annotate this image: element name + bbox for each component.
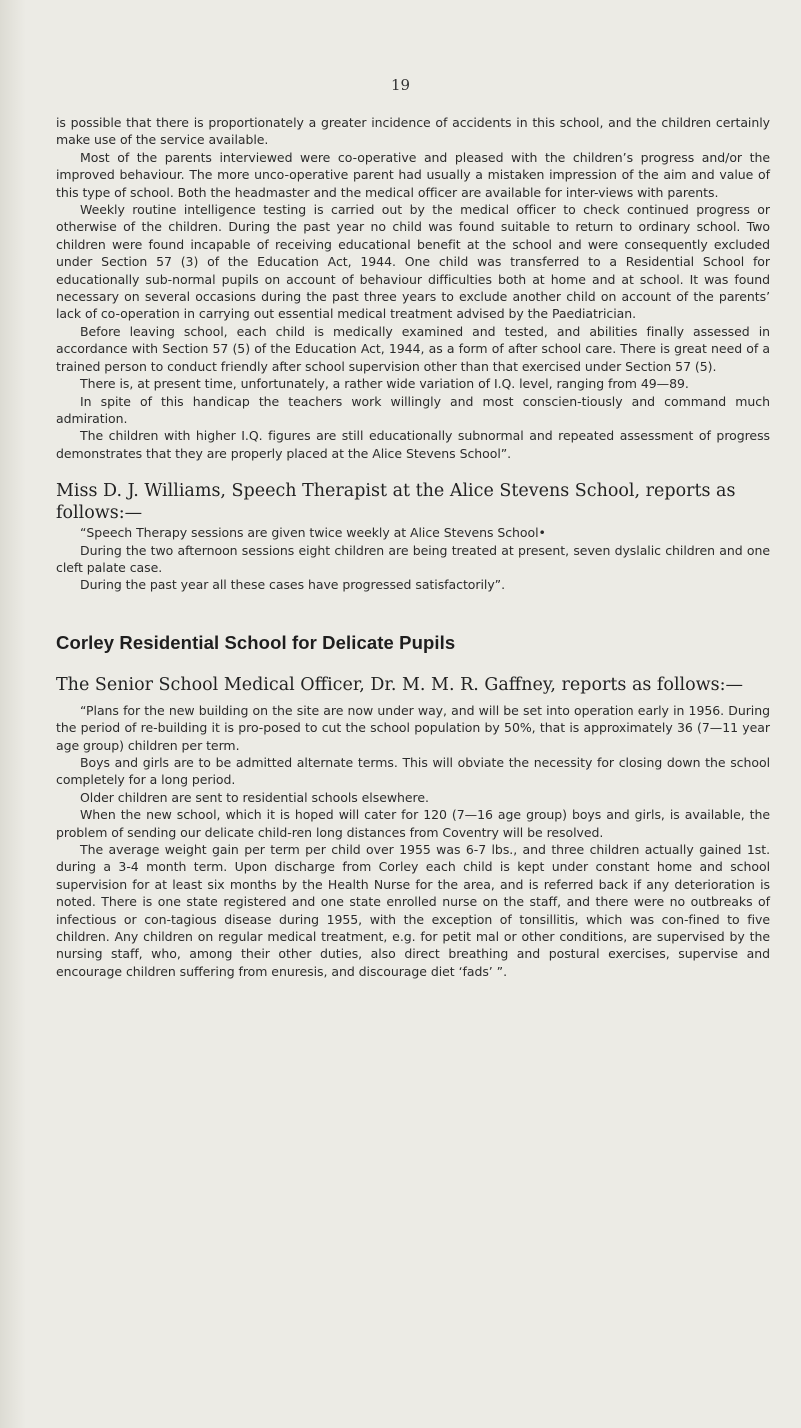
section-title: Corley Residential School for Delicate Pupils	[56, 631, 456, 653]
page-number: 19	[390, 76, 411, 94]
body-paragraph: During the past year all these cases have progressed satisfactorily”.	[80, 577, 506, 593]
medical-officer-heading: The Senior School Medical Officer, Dr. M. M. R. Gaffney, reports as follows:—	[56, 674, 744, 695]
body-paragraph: In spite of this handicap the teachers work willingly and most conscien-tiously and command much admiration.	[56, 393, 770, 426]
body-paragraph: During the two afternoon sessions eight children are being treated at present, seven dyslalic children and one cleft palate case.	[56, 542, 770, 575]
body-paragraph: The children with higher I.Q. figures are still educationally subnormal and repeated assessment of progress demonstrates that they are properly placed at the Alice Stevens School”.	[56, 428, 770, 461]
speech-therapist-heading: Miss D. J. Williams, Speech Therapist at the Alice Stevens School, reports as follows:—	[56, 481, 736, 524]
body-paragraph: “Speech Therapy sessions are given twice weekly at Alice Stevens School•	[80, 525, 546, 541]
body-paragraph: “Plans for the new building on the site are now under way, and will be set into operation early in 1956. During the period of re-building it is pro-posed to cut the school population by 50%, that is approximately 36 (7—11 year age group) children per term.	[56, 702, 770, 753]
body-paragraph: There is, at present time, unfortunately, a rather wide variation of I.Q. level, ranging from 49—89.	[80, 376, 689, 392]
page-body	[56, 114, 770, 980]
body-paragraph: Most of the parents interviewed were co-operative and pleased with the children’s progress and/or the improved behaviour. The more unco-operative parent had usually a mistaken impression of the aim and value of this type of school. Both the headmaster and the medical officer are available for inter-views with parents.	[56, 149, 770, 200]
body-paragraph: Boys and girls are to be admitted alternate terms. This will obviate the necessity for closing down the school completely for a long period.	[56, 754, 770, 788]
body-paragraph: Older children are sent to residential schools elsewhere.	[80, 789, 429, 805]
body-paragraph: Weekly routine intelligence testing is carried out by the medical officer to check continued progress or otherwise of the children. During the past year no child was found suitable to return to ordinary school. Two children were found incapable of receiving educational benefit at the school and were consequently excluded under Section 57 (3) of the Education Act, 1944. One child was transferred to a Residential School for educationally sub-normal pupils on account of behaviour difficulties both at home and at school. It was found necessary on several occasions during the past three years to exclude another child on account of the parents’ lack of co-operation in carrying out essential medical treatment advised by the Paediatrician.	[56, 202, 770, 322]
body-paragraph: is possible that there is proportionately a greater incidence of accidents in this school, and the children certainly make use of the service available.	[56, 115, 770, 148]
body-paragraph: Before leaving school, each child is medically examined and tested, and abilities finally assessed in accordance with Section 57 (5) of the Education Act, 1944, as a form of after school care. There is great need of a trained person to conduct friendly after school supervision other than that exercised under Section 57 (5).	[56, 323, 770, 374]
page-edge-shadow	[0, 0, 26, 1428]
body-paragraph: The average weight gain per term per child over 1955 was 6-7 lbs., and three children actually gained 1st. during a 3-4 month term. Upon discharge from Corley each child is kept under constant home and school supervision for at least six months by the Health Nurse for the area, and is referred back if any deterioration is noted. There is one state registered and one state enrolled nurse on the staff, and there were no outbreaks of infectious or con-tagious disease during 1955, with the exception of tonsillitis, which was con-fined to five children. Any children on regular medical treatment, e.g. for petit mal or other conditions, are supervised by the nursing staff, who, among their other duties, also direct breathing and postural exercises, supervise and encourage children suffering from enuresis, and discourage diet ‘fads’ ”.	[56, 842, 770, 979]
body-paragraph: When the new school, which it is hoped will cater for 120 (7—16 age group) boys and girls, is available, the problem of sending our delicate child-ren long distances from Coventry will be resolved.	[56, 807, 770, 840]
